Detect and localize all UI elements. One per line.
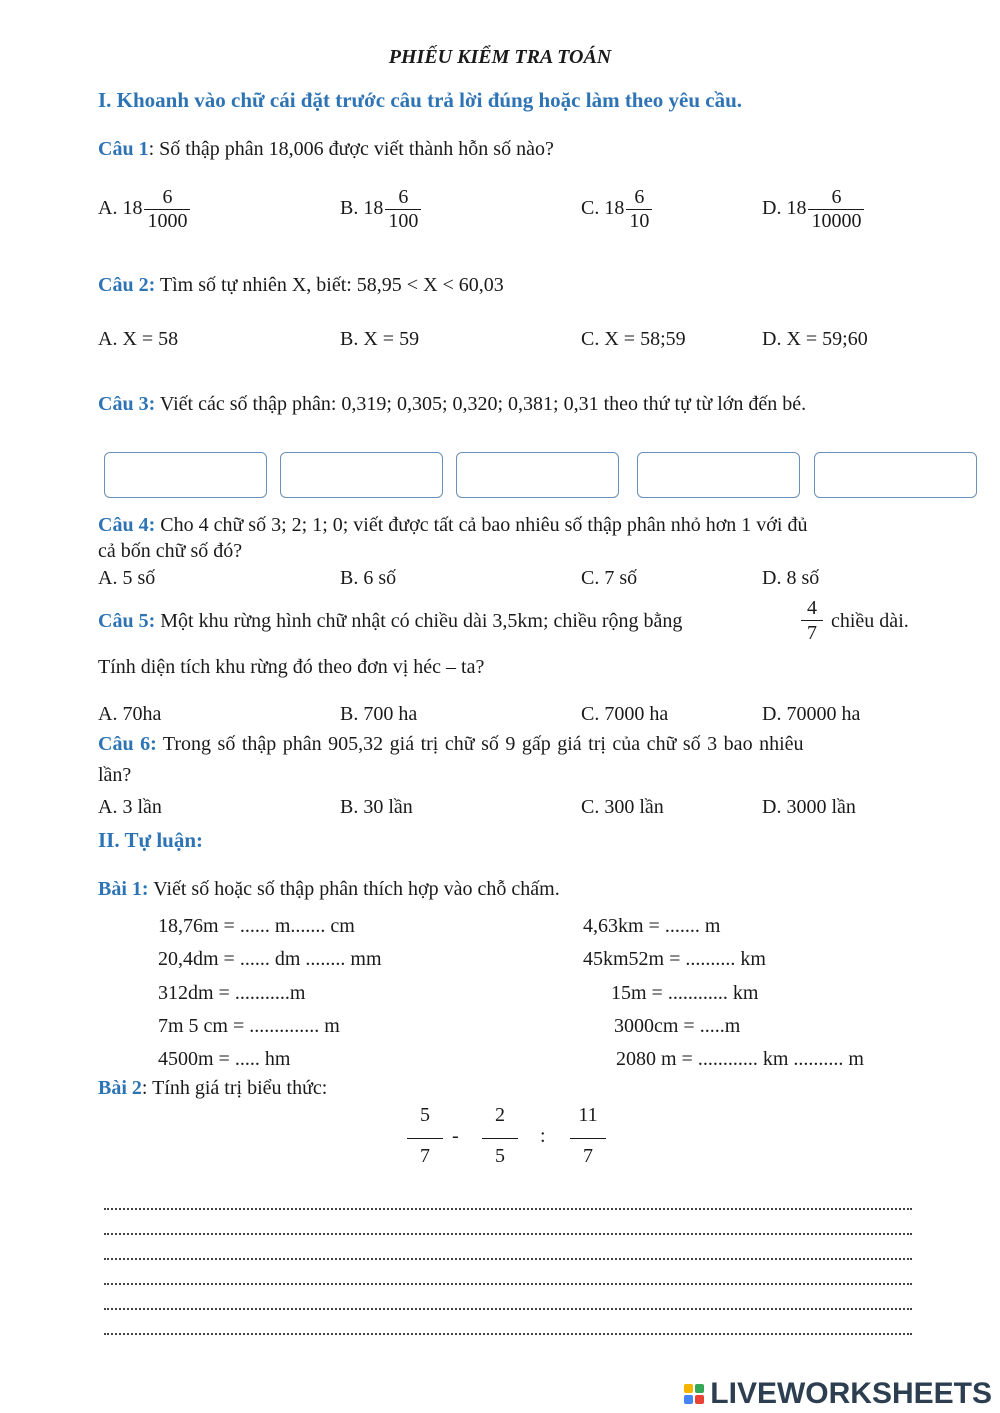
ex2-fraction-2	[478, 1104, 522, 1168]
section-1-heading: I. Khoanh vào chữ cái đặt trước câu trả lời đúng hoặc làm theo yêu cầu.	[98, 88, 743, 112]
ex2-operator-divide: :	[540, 1125, 546, 1147]
ex2-operator-minus: -	[452, 1125, 459, 1147]
question-4-text-2: cả bốn chữ số đó?	[98, 540, 243, 562]
q1-option-d-whole: D. 18	[762, 197, 807, 220]
exercise-2-label: Bài 2	[98, 1077, 142, 1099]
ex2-fraction-2-num: 2	[495, 1104, 505, 1126]
ex1-right-3[interactable]: 15m = ............ km	[611, 982, 759, 1004]
answer-line-1[interactable]	[104, 1206, 912, 1210]
q3-answer-box-4[interactable]	[637, 452, 800, 498]
liveworksheets-logo	[684, 1377, 992, 1411]
q1-option-c-num: 6	[634, 186, 645, 208]
exercise-1	[98, 878, 560, 901]
ex1-left-3[interactable]: 312dm = ...........m	[158, 982, 306, 1004]
answer-line-2[interactable]	[104, 1231, 912, 1235]
q3-answer-box-3[interactable]	[456, 452, 619, 498]
exercise-2	[98, 1077, 327, 1100]
question-3	[98, 393, 806, 416]
q3-answer-box-2[interactable]	[280, 452, 443, 498]
q2-option-d[interactable]: D. X = 59;60	[762, 328, 868, 350]
q4-option-c[interactable]: C. 7 số	[581, 567, 638, 589]
question-2-text: Tìm số tự nhiên X, biết: 58,95 < X < 60,03	[155, 274, 504, 296]
liveworksheets-logo-text: LIVEWORKSHEETS	[710, 1377, 992, 1410]
q4-option-d[interactable]: D. 8 số	[762, 567, 820, 589]
q6-option-b[interactable]: B. 30 lần	[340, 796, 413, 818]
q2-option-b[interactable]: B. X = 59	[340, 328, 420, 350]
q2-option-c[interactable]: C. X = 58;59	[581, 328, 686, 350]
answer-line-4[interactable]	[104, 1281, 912, 1285]
q6-option-c[interactable]: C. 300 lần	[581, 796, 664, 818]
ex2-fraction-1	[403, 1104, 447, 1168]
ex2-fraction-1-den: 7	[420, 1145, 430, 1167]
question-5-text-1: Một khu rừng hình chữ nhật có chiều dài 3,5km; chiều rộng bằng	[155, 610, 683, 632]
liveworksheets-logo-icon	[684, 1384, 704, 1404]
ex1-left-4[interactable]: 7m 5 cm = .............. m	[158, 1015, 340, 1037]
question-2	[98, 274, 504, 297]
q2-option-a[interactable]: A. X = 58	[98, 328, 179, 350]
exercise-1-text: Viết số hoặc số thập phân thích hợp vào chỗ chấm.	[148, 878, 560, 900]
ex2-fraction-1-num: 5	[420, 1104, 430, 1126]
question-5	[98, 610, 682, 633]
ex1-left-1[interactable]: 18,76m = ...... m....... cm	[158, 915, 355, 937]
ex2-fraction-3	[566, 1104, 610, 1168]
ex1-right-5[interactable]: 2080 m = ............ km .......... m	[616, 1048, 864, 1070]
q1-option-b-whole: B. 18	[340, 197, 384, 220]
question-3-label: Câu 3:	[98, 393, 156, 415]
question-6-text-2: lần?	[98, 764, 132, 786]
ex1-right-1[interactable]: 4,63km = ....... m	[583, 915, 721, 937]
q5-option-c[interactable]: C. 7000 ha	[581, 703, 669, 725]
ex1-left-5[interactable]: 4500m = ..... hm	[158, 1048, 291, 1070]
question-5-label: Câu 5:	[98, 610, 156, 632]
q5-fraction-den: 7	[801, 620, 823, 645]
question-4-text-1: Cho 4 chữ số 3; 2; 1; 0; viết được tất cả bao nhiêu số thập phân nhỏ hơn 1 với đủ	[155, 514, 808, 536]
exercise-1-label: Bài 1:	[98, 878, 149, 900]
question-6	[98, 733, 804, 756]
question-5-text-2: Tính diện tích khu rừng đó theo đơn vị héc – ta?	[98, 656, 485, 678]
section-2-heading: II. Tự luận:	[98, 828, 204, 852]
q1-option-a[interactable]	[98, 186, 190, 233]
q5-option-a[interactable]: A. 70ha	[98, 703, 162, 725]
answer-line-6[interactable]	[104, 1331, 912, 1335]
question-1-label: Câu 1	[98, 138, 149, 160]
question-1	[98, 138, 554, 161]
ex2-fraction-3-num: 11	[578, 1104, 598, 1126]
page-title: PHIẾU KIỂM TRA TOÁN	[388, 46, 612, 68]
q1-option-b-num: 6	[398, 186, 409, 208]
q6-option-a[interactable]: A. 3 lần	[98, 796, 162, 818]
q1-option-b[interactable]	[340, 186, 421, 233]
q1-option-c-den: 10	[626, 209, 652, 233]
q6-option-d[interactable]: D. 3000 lần	[762, 796, 856, 818]
q1-option-c[interactable]	[581, 186, 652, 233]
q4-option-b[interactable]: B. 6 số	[340, 567, 397, 589]
ex1-right-2[interactable]: 45km52m = .......... km	[583, 948, 766, 970]
q3-answer-box-1[interactable]	[104, 452, 267, 498]
q4-option-a[interactable]: A. 5 số	[98, 567, 156, 589]
q1-option-a-whole: A. 18	[98, 197, 143, 220]
question-1-text: : Số thập phân 18,006 được viết thành hỗn số nào?	[148, 138, 554, 160]
q5-option-b[interactable]: B. 700 ha	[340, 703, 418, 725]
question-2-label: Câu 2:	[98, 274, 156, 296]
q1-option-a-den: 1000	[144, 209, 190, 233]
q5-option-d[interactable]: D. 70000 ha	[762, 703, 861, 725]
q5-fraction-num: 4	[807, 597, 817, 619]
q5-fraction	[801, 596, 823, 645]
question-4-label: Câu 4:	[98, 514, 156, 536]
q1-option-c-whole: C. 18	[581, 197, 625, 220]
ex1-left-2[interactable]: 20,4dm = ...... dm ........ mm	[158, 948, 382, 970]
q1-option-d-den: 10000	[808, 209, 864, 233]
question-5-text-1b: chiều dài.	[831, 610, 909, 632]
answer-line-5[interactable]	[104, 1306, 912, 1310]
ex2-fraction-2-den: 5	[495, 1145, 505, 1167]
q1-option-b-den: 100	[385, 209, 421, 233]
question-6-label: Câu 6:	[98, 733, 157, 755]
ex1-right-4[interactable]: 3000cm = .....m	[614, 1015, 741, 1037]
q1-option-d[interactable]	[762, 186, 864, 233]
exercise-2-text: : Tính giá trị biểu thức:	[141, 1077, 328, 1099]
question-4	[98, 514, 807, 537]
ex2-fraction-3-den: 7	[583, 1145, 593, 1167]
q3-answer-box-5[interactable]	[814, 452, 977, 498]
question-3-text: Viết các số thập phân: 0,319; 0,305; 0,320; 0,381; 0,31 theo thứ tự từ lớn đến bé.	[155, 393, 807, 415]
answer-line-3[interactable]	[104, 1256, 912, 1260]
q1-option-d-num: 6	[831, 186, 842, 208]
question-6-text-1: Trong số thập phân 905,32 giá trị chữ số 9 gấp giá trị của chữ số 3 bao nhiêu	[156, 733, 804, 755]
q1-option-a-num: 6	[162, 186, 173, 208]
